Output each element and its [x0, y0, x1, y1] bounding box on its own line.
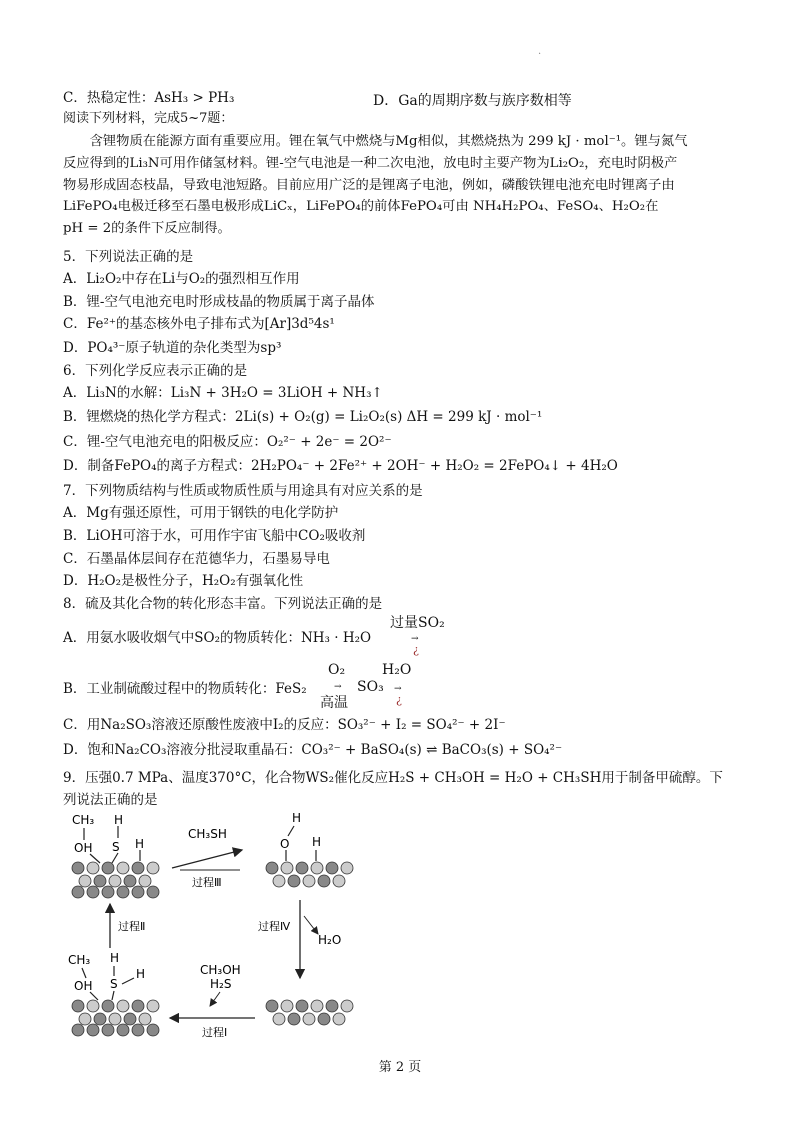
tl-s-label: S: [112, 840, 120, 854]
bl-h2-label: H: [136, 967, 146, 981]
reading-passage: [63, 131, 743, 153]
tl-oh-label: OH: [74, 841, 93, 855]
q8-option-b: B．工业制硫酸过程中的物质转化：FeS₂: [63, 681, 307, 697]
page-number: 第 2 页: [378, 1060, 422, 1075]
reading-passage-cont: [63, 153, 743, 239]
bl-h1-label: H: [110, 951, 120, 965]
tr-h2-label: H: [312, 835, 322, 849]
q6-option-d: D．制备FePO₄的离子方程式：2H₂PO₄⁻ + 2Fe²⁺ + 2OH⁻ + H₂O₂ = 2FePO₄↓ + 4H₂O: [63, 458, 618, 474]
passage-line: 物易形成固态枝晶，导致电池短路。目前应用广泛的是锂离子电池，例如，磷酸铁锂电池充电时锂离子由: [63, 177, 675, 193]
process-4-label: 过程Ⅳ: [258, 920, 291, 933]
q7-option-c: C．石墨晶体层间存在范德华力，石墨易导电: [63, 551, 330, 567]
q8b-arrow-1: →: [334, 682, 342, 692]
q8a-broken-glyph: ¿: [413, 643, 419, 656]
q7-option-b: B．LiOH可溶于水，可用作宇宙飞船中CO₂吸收剂: [63, 528, 366, 544]
q6-option-a: A．Li₃N的水解：Li₃N + 3H₂O = 3LiOH + NH₃↑: [63, 385, 383, 401]
passage-line: 反应得到的Li₃N可用作储氢材料。锂-空气电池是一种二次电池，放电时主要产物为Li₂O₂，充电时阴极产: [63, 156, 678, 171]
q4-option-c: C．热稳定性：AsH₃ > PH₃: [63, 90, 235, 106]
q8a-reagent-over-arrow: 过量SO₂: [390, 615, 445, 631]
h2o-release-arrow: [304, 916, 318, 934]
tl-h-label: H: [114, 813, 124, 827]
surface-top-right: [266, 811, 353, 887]
q7-option-d: D．H₂O₂是极性分子，H₂O₂有强氧化性: [63, 573, 304, 589]
q5-option-a: A．Li₂O₂中存在Li与O₂的强烈相互作用: [63, 271, 300, 287]
q9-stem-line2: 列说法正确的是: [63, 792, 158, 808]
q5-stem: 5．下列说法正确的是: [63, 249, 194, 265]
scan-dot: .: [538, 46, 542, 57]
q8b-broken-glyph: ¿: [396, 693, 402, 706]
bl-ch3-label: CH₃: [68, 953, 91, 967]
process-2-label: 过程Ⅱ: [118, 920, 146, 933]
ch3sh-product-label: CH₃SH: [188, 827, 227, 841]
tr-o-label: O: [280, 837, 290, 851]
q6-stem: 6．下列化学反应表示正确的是: [63, 363, 248, 379]
q8-stem: 8．硫及其化合物的转化形态丰富。下列说法正确的是: [63, 596, 383, 612]
q7-stem: 7．下列物质结构与性质或物质性质与用途具有对应关系的是: [63, 483, 423, 499]
ch3oh-reactant-label: CH₃OH: [200, 963, 241, 977]
surface-bottom-right: [266, 1000, 353, 1025]
q8-option-a: A．用氨水吸收烟气中SO₂的物质转化：NH₃ · H₂O: [63, 630, 372, 646]
catalytic-cycle-diagram: [60, 808, 440, 1048]
q7-option-a: A．Mg有强还原性，可用于钢铁的电化学防护: [63, 505, 339, 521]
reading-intro: 阅读下列材料，完成5~7题：: [63, 111, 234, 126]
q8b-intermediate: SO₃: [357, 679, 384, 695]
surface-top-left: [72, 813, 159, 898]
process-1-label: 过程Ⅰ: [202, 1026, 228, 1039]
tr-h-label: H: [292, 811, 302, 825]
q9-stem-line1: 9．压强0.7 MPa、温度370°C，化合物WS₂催化反应H₂S + CH₃OH = H₂O + CH₃SH用于制备甲硫醇。下: [63, 770, 723, 786]
h2o-product-label: H₂O: [318, 933, 342, 947]
reactant-approach-arrow: [210, 992, 220, 1006]
tl-h2-label: H: [135, 837, 145, 851]
surface-bottom-left: [68, 951, 159, 1036]
q8a-arrow: →: [411, 634, 419, 644]
h2s-reactant-label: H₂S: [210, 977, 232, 991]
q8b-reagent-over-arrow-1: O₂: [328, 662, 346, 678]
bl-oh-label: OH: [74, 979, 93, 993]
q8-option-c: C．用Na₂SO₃溶液还原酸性废液中I₂的反应：SO₃²⁻ + I₂ = SO₄²⁻ + 2I⁻: [63, 717, 506, 733]
process-3-label: 过程Ⅲ: [192, 876, 222, 889]
q5-option-d: D．PO₄³⁻原子轨道的杂化类型为sp³: [63, 340, 282, 356]
tl-ch3-label: CH₃: [72, 813, 95, 827]
q6-option-b: B．锂燃烧的热化学方程式：2Li(s) + O₂(g) = Li₂O₂(s) ΔH = 299 kJ · mol⁻¹: [63, 409, 543, 425]
q5-option-b: B．锂-空气电池充电时形成枝晶的物质属于离子晶体: [63, 294, 375, 310]
passage-line: pH = 2的条件下反应制得。: [63, 220, 231, 236]
q6-option-c: C．锂-空气电池充电的阳极反应：O₂²⁻ + 2e⁻ = 2O²⁻: [63, 434, 392, 450]
q8b-reagent-over-arrow-2: H₂O: [382, 662, 412, 678]
q8-option-d: D．饱和Na₂CO₃溶液分批浸取重晶石：CO₃²⁻ + BaSO₄(s) ⇌ BaCO₃(s) + SO₄²⁻: [63, 742, 563, 758]
q8b-condition-under-arrow: 高温: [320, 695, 348, 711]
passage-line: LiFePO₄电极迁移至石墨电极形成LiCₓ，LiFePO₄的前体FePO₄可由 NH₄H₂PO₄、FeSO₄、H₂O₂在: [63, 199, 659, 214]
passage-line: 含锂物质在能源方面有重要应用。锂在氧气中燃烧与Mg相似，其燃烧热为 299 kJ · mol⁻¹。锂与氮气: [89, 134, 688, 149]
process-3-arrow: [172, 850, 242, 868]
q4-option-d: D．Ga的周期序数与族序数相等: [373, 93, 572, 109]
q8b-arrow-2: →: [394, 684, 402, 694]
q5-option-c: C．Fe²⁺的基态核外电子排布式为[Ar]3d⁵4s¹: [63, 316, 335, 332]
bl-s-label: S: [110, 977, 118, 991]
